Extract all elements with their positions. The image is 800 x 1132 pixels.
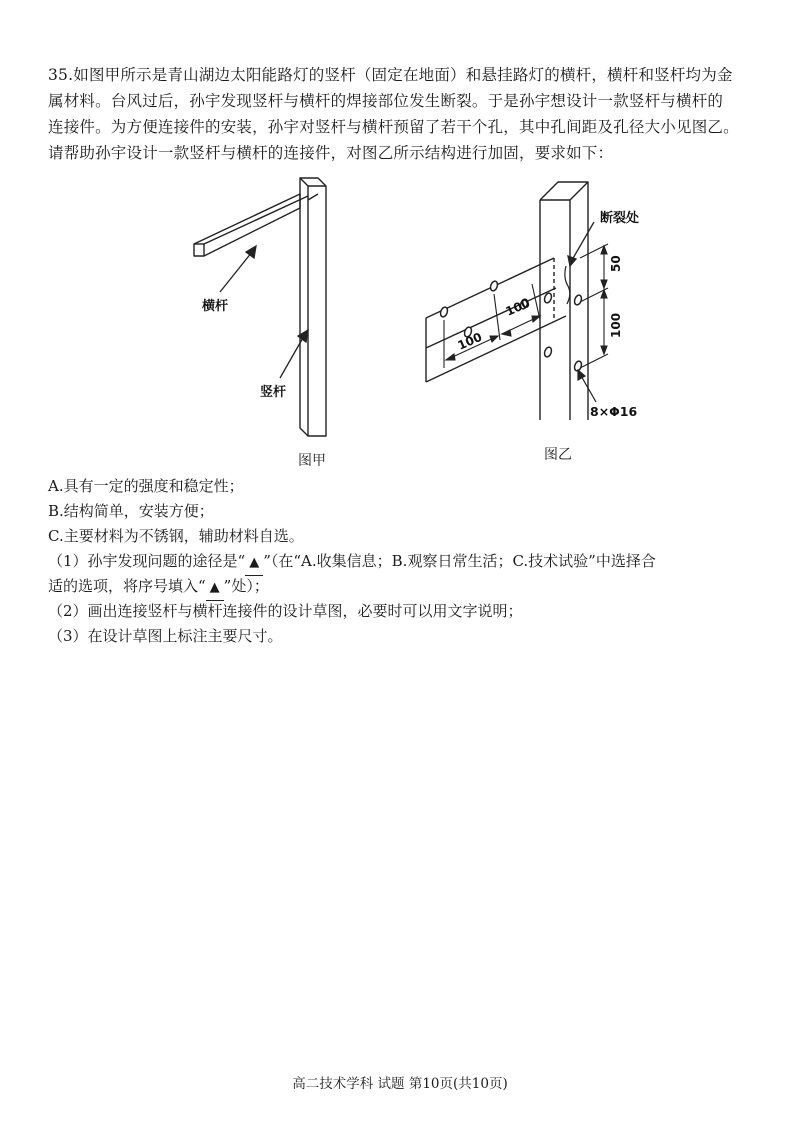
answer-blank-2[interactable]: ▲ [206, 575, 224, 601]
crossbar-label: 横杆 [202, 299, 229, 314]
task-3: （3）在设计草图上标注主要尺寸。 [48, 627, 283, 645]
dim-100-vertical: 100 [609, 312, 623, 338]
task-1-cont-suffix: ”处）； [223, 577, 269, 595]
question-line: 请帮助孙宇设计一款竖杆与横杆的连接件，对图乙所示结构进行加固，要求如下： [48, 144, 614, 162]
figure-b-caption: 图乙 [544, 447, 572, 463]
answer-blank-1[interactable]: ▲ [245, 550, 263, 576]
hole [489, 280, 498, 292]
question-line: 连接件。为方便连接件的安装，孙宇对竖杆与横杆预留了若干个孔，其中孔间距及孔径大小见图乙。 [48, 118, 739, 136]
hole [543, 346, 552, 358]
requirement-a: A.具有一定的强度和稳定性； [48, 477, 244, 495]
task-1-prefix: （1）孙宇发现问题的途径是“ [48, 552, 246, 570]
page-footer: 高二技术学科 试题 第10页(共10页) [292, 1076, 508, 1092]
figure-a-drawing [180, 160, 360, 445]
dim-50: 50 [609, 255, 623, 272]
task-1 [48, 549, 760, 574]
crossbar-arrow [220, 252, 252, 292]
task-2: （2）画出连接竖杆与横杆连接件的设计草图，必要时可以用文字说明； [48, 602, 523, 620]
requirement-c: C.主要材料为不锈钢，辅助材料自选。 [48, 527, 304, 545]
requirements-and-tasks [48, 474, 760, 649]
task-1-continued [48, 574, 760, 599]
holes-spec: 8×Φ16 [590, 404, 638, 419]
figure-b-drawing [420, 170, 680, 440]
dim-100-horizontal-1: 100 [455, 329, 485, 353]
hole [573, 294, 582, 306]
hole [439, 306, 448, 318]
task-1-cont-prefix: 适的选项，将序号填入“ [48, 577, 206, 595]
figures [0, 160, 800, 480]
figure-a-caption: 图甲 [298, 453, 326, 469]
question-line: 属材料。台风过后，孙宇发现竖杆与横杆的焊接部位发生断裂。于是孙宇想设计一款竖杆与横杆的 [48, 92, 724, 110]
task-1-suffix: ”（在“A.收集信息；B.观察日常生活；C.技术试验”中选择合 [263, 552, 656, 570]
question-text [48, 62, 760, 166]
question-line: 35.如图甲所示是青山湖边太阳能路灯的竖杆（固定在地面）和悬挂路灯的横杆，横杆和竖杆均为金 [48, 66, 733, 84]
break-label: 断裂处 [600, 211, 640, 226]
pole-label: 竖杆 [260, 385, 287, 400]
dim-100-horizontal-2: 100 [503, 295, 533, 319]
requirement-b: B.结构简单，安装方便； [48, 502, 214, 520]
